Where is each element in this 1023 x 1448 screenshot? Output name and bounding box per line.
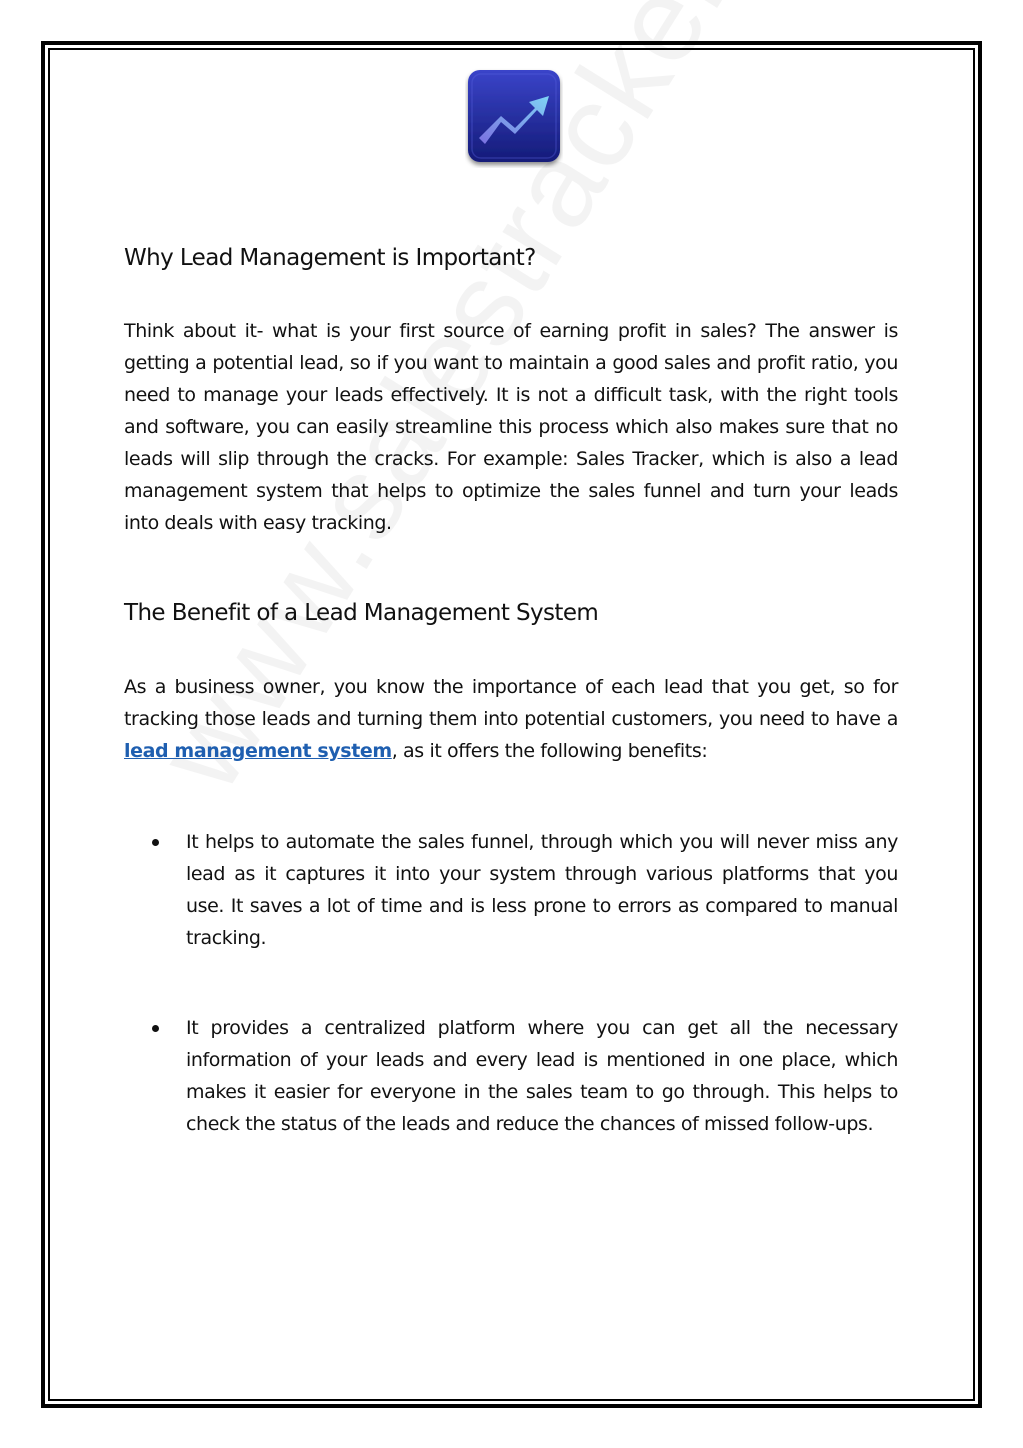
section-heading-why-lead-management: Why Lead Management is Important? <box>124 245 536 271</box>
lead-management-system-link[interactable]: lead management system <box>124 740 392 762</box>
list-item-text: It provides a centralized platform where you can get all the necessary information of your leads and every lead is mentioned in one place, which makes it easier for everyone in the sales team to go through. This helps to check the status of the leads and reduce the chances of missed follow-ups. <box>186 1017 898 1135</box>
trending-up-arrow-icon <box>465 68 563 168</box>
bullet-icon <box>152 839 159 846</box>
section-heading-benefit: The Benefit of a Lead Management System <box>124 600 599 626</box>
benefit-text-before-link: As a business owner, you know the importance of each lead that you get, so for tracking those leads and turning them into potential customers, you need to have a <box>124 676 898 730</box>
list-item-text: It helps to automate the sales funnel, through which you will never miss any lead as it captures it into your system through various platforms that you use. It saves a lot of time and is less prone to errors as compared to manual tracking. <box>186 831 898 949</box>
section-paragraph-why-lead-management: Think about it- what is your first source of earning profit in sales? The answer is getting a potential lead, so if you want to maintain a good sales and profit ratio, you need to manage your leads effectively. It is not a difficult task, with the right tools and software, you can easily streamline this process which also makes sure that no leads will slip through the cracks. For example: Sales Tracker, which is also a lead management system that helps to optimize the sales funnel and turn your leads into deals with easy tracking. <box>124 320 898 534</box>
section-paragraph-benefit <box>124 671 898 767</box>
benefit-text-after-link: , as it offers the following benefits: <box>391 740 708 762</box>
bullet-icon <box>152 1025 159 1032</box>
